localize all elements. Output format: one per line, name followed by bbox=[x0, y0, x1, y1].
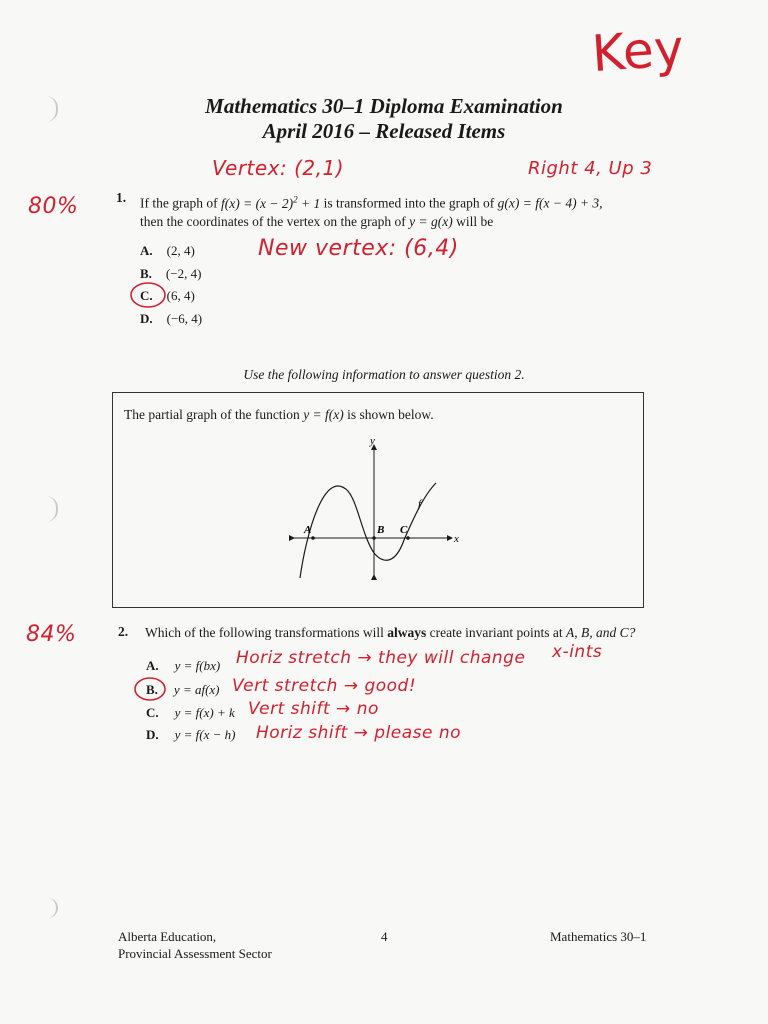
q2-option-a-annotation-2: x-ints bbox=[552, 642, 603, 662]
q2-stem: Which of the following transformations will always create invariant points at A, B, and C? bbox=[145, 625, 636, 640]
curve-f bbox=[300, 483, 436, 578]
q1-f-expression: $f(x) = (x - 2)^2 + 1$ bbox=[220, 194, 321, 211]
answer-key-annotation: Key bbox=[590, 18, 687, 84]
binder-hole-bottom bbox=[46, 898, 58, 918]
q1-vertex-annotation: Vertex: (2,1) bbox=[212, 156, 345, 180]
page-title: Mathematics 30–1 Diploma Examination bbox=[205, 94, 563, 118]
footer-organization: Alberta Education, Provincial Assessment Sector bbox=[118, 929, 272, 961]
q2-option-d-annotation: Horiz shift → please no bbox=[256, 723, 462, 743]
q2-option-a-annotation: Horiz stretch → they will change bbox=[236, 648, 526, 668]
f-label: f bbox=[418, 498, 422, 510]
q1-stem bbox=[140, 190, 660, 231]
footer-course: Mathematics 30–1 bbox=[550, 929, 647, 944]
q2-option-c-annotation: Vert shift → no bbox=[248, 699, 379, 719]
q2-option-b[interactable]: B. y = af(x) bbox=[146, 682, 220, 697]
q2-option-d[interactable]: D. y = f(x − h) bbox=[146, 727, 236, 742]
footer-page-number: 4 bbox=[381, 929, 388, 944]
q1-shift-annotation: Right 4, Up 3 bbox=[528, 158, 653, 179]
q2-option-c[interactable]: C. y = f(x) + k bbox=[146, 705, 235, 720]
page-subtitle: April 2016 – Released Items bbox=[262, 119, 506, 143]
point-c-dot bbox=[406, 536, 410, 540]
x-axis-label: x bbox=[454, 533, 459, 545]
q2-option-a[interactable]: A. y = f(bx) bbox=[146, 658, 221, 673]
q1-option-d[interactable]: D. (−6, 4) bbox=[140, 311, 203, 326]
q1-g-expression: g(x) = f(x − 4) + 3, bbox=[497, 195, 603, 211]
q2-answer-circle bbox=[132, 675, 168, 703]
point-a-label: A bbox=[304, 524, 312, 536]
q1-option-a[interactable]: A. (2, 4) bbox=[140, 243, 195, 258]
info-box-text: The partial graph of the function y = f(x) is shown below. bbox=[124, 407, 434, 422]
y-axis-label: y bbox=[370, 435, 375, 447]
q2-option-b-annotation: Vert stretch → good! bbox=[232, 676, 417, 696]
point-c-label: C bbox=[400, 524, 408, 536]
q1-number: 1. bbox=[116, 190, 127, 205]
binder-hole-middle bbox=[46, 496, 58, 522]
q2-number: 2. bbox=[118, 624, 129, 639]
q1-stem-line1: If the graph of $f(x) = (x - 2)^2 + 1$ is transformed into the graph of g(x) = f(x − 4) + 3, bbox=[140, 194, 603, 211]
point-b-label: B bbox=[377, 524, 385, 536]
q1-stem-line2: then the coordinates of the vertex on the graph of y = g(x) will be bbox=[140, 213, 494, 229]
q1-new-vertex-annotation: New vertex: (6,4) bbox=[258, 236, 459, 261]
q2-percent-annotation: 84% bbox=[26, 622, 77, 647]
point-a-dot bbox=[311, 536, 315, 540]
q1-option-b[interactable]: B. (−2, 4) bbox=[140, 266, 202, 281]
q1-option-c[interactable]: C. (6, 4) bbox=[140, 288, 195, 303]
info-instruction: Use the following information to answer question 2. bbox=[243, 367, 525, 382]
function-graph bbox=[286, 435, 486, 585]
point-b-dot bbox=[372, 536, 376, 540]
q1-percent-annotation: 80% bbox=[28, 194, 79, 219]
q1-answer-circle bbox=[128, 280, 168, 310]
